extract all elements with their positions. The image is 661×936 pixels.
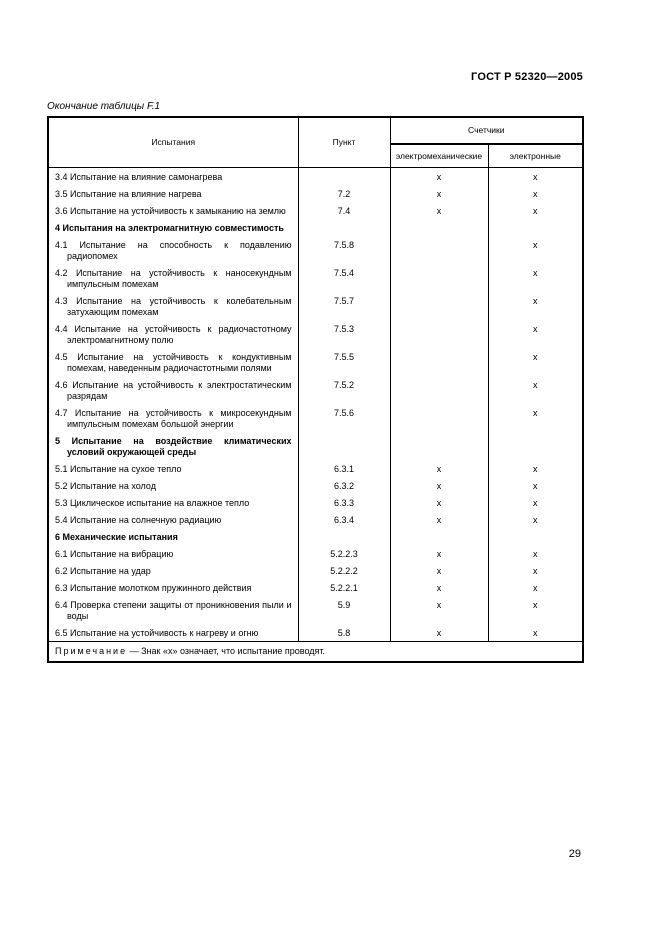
test-name: 4.3 Испытание на устойчивость к колебательным затухающим помехам bbox=[55, 296, 292, 317]
clause-cell: 7.5.8 bbox=[298, 236, 390, 264]
test-name-cell bbox=[48, 292, 298, 320]
test-name: 6.3 Испытание молотком пружинного действия bbox=[55, 583, 252, 593]
test-name-cell bbox=[48, 219, 298, 236]
table-row bbox=[48, 202, 583, 219]
test-name-cell bbox=[48, 168, 298, 186]
header-meters: Счетчики bbox=[390, 117, 583, 144]
header-electromechanical: электромеханические bbox=[390, 144, 488, 168]
table-row bbox=[48, 624, 583, 642]
electronic-cell: х bbox=[488, 562, 583, 579]
table-row bbox=[48, 562, 583, 579]
electronic-cell: х bbox=[488, 202, 583, 219]
electronic-cell: х bbox=[488, 168, 583, 186]
table-row bbox=[48, 579, 583, 596]
test-name-cell bbox=[48, 264, 298, 292]
header-clause: Пункт bbox=[298, 117, 390, 168]
table-row bbox=[48, 264, 583, 292]
table-body bbox=[48, 168, 583, 642]
electromechanical-cell bbox=[390, 528, 488, 545]
clause-cell: 7.5.2 bbox=[298, 376, 390, 404]
header-tests: Испытания bbox=[48, 117, 298, 168]
electromechanical-cell bbox=[390, 292, 488, 320]
test-name: 6.5 Испытание на устойчивость к нагреву и огню bbox=[55, 628, 259, 638]
electronic-cell: х bbox=[488, 460, 583, 477]
clause-cell: 7.5.5 bbox=[298, 348, 390, 376]
table-section-row bbox=[48, 432, 583, 460]
table-row bbox=[48, 348, 583, 376]
test-name: 3.5 Испытание на влияние нагрева bbox=[55, 189, 202, 199]
test-name: 5.4 Испытание на солнечную радиацию bbox=[55, 515, 222, 525]
electromechanical-cell bbox=[390, 348, 488, 376]
clause-cell: 7.5.6 bbox=[298, 404, 390, 432]
test-name: 4.7 Испытание на устойчивость к микросекундным импульсным помехам большой энергии bbox=[55, 408, 292, 429]
test-name-cell bbox=[48, 202, 298, 219]
table-row bbox=[48, 477, 583, 494]
electromechanical-cell: х bbox=[390, 511, 488, 528]
electronic-cell bbox=[488, 528, 583, 545]
test-name: 4.1 Испытание на способность к подавлению радиопомех bbox=[55, 240, 292, 261]
test-name-cell bbox=[48, 348, 298, 376]
test-name: 5.1 Испытание на сухое тепло bbox=[55, 464, 182, 474]
test-name-cell bbox=[48, 596, 298, 624]
test-name-cell bbox=[48, 545, 298, 562]
electronic-cell: х bbox=[488, 292, 583, 320]
test-name-cell bbox=[48, 236, 298, 264]
clause-cell: 7.2 bbox=[298, 185, 390, 202]
test-name-cell bbox=[48, 494, 298, 511]
table-section-row bbox=[48, 219, 583, 236]
document-code: ГОСТ Р 52320—2005 bbox=[471, 71, 583, 83]
electromechanical-cell bbox=[390, 264, 488, 292]
clause-cell: 7.5.4 bbox=[298, 264, 390, 292]
electronic-cell bbox=[488, 219, 583, 236]
electronic-cell: х bbox=[488, 264, 583, 292]
test-name: 4.5 Испытание на устойчивость к кондуктивным помехам, наведенным радиочастотными полями bbox=[55, 352, 292, 373]
test-name-cell bbox=[48, 528, 298, 545]
table-row bbox=[48, 376, 583, 404]
test-name-cell bbox=[48, 511, 298, 528]
clause-cell: 7.5.3 bbox=[298, 320, 390, 348]
electromechanical-cell: х bbox=[390, 579, 488, 596]
clause-cell: 6.3.1 bbox=[298, 460, 390, 477]
electronic-cell: х bbox=[488, 404, 583, 432]
electronic-cell: х bbox=[488, 320, 583, 348]
test-name-cell bbox=[48, 562, 298, 579]
electronic-cell: х bbox=[488, 348, 583, 376]
clause-cell bbox=[298, 168, 390, 186]
test-name: 5.3 Циклическое испытание на влажное тепло bbox=[55, 498, 250, 508]
table-row bbox=[48, 460, 583, 477]
table-row bbox=[48, 494, 583, 511]
test-name-cell bbox=[48, 624, 298, 642]
clause-cell: 5.8 bbox=[298, 624, 390, 642]
clause-cell: 6.3.4 bbox=[298, 511, 390, 528]
table-row bbox=[48, 596, 583, 624]
table-note bbox=[48, 642, 583, 663]
table-row bbox=[48, 511, 583, 528]
note-label: Примечание bbox=[55, 646, 128, 656]
test-name: 6 Механические испытания bbox=[55, 532, 178, 542]
test-name-cell bbox=[48, 404, 298, 432]
test-name-cell bbox=[48, 579, 298, 596]
electronic-cell: х bbox=[488, 545, 583, 562]
electromechanical-cell: х bbox=[390, 562, 488, 579]
table-section-row bbox=[48, 528, 583, 545]
clause-cell: 6.3.2 bbox=[298, 477, 390, 494]
electronic-cell: х bbox=[488, 624, 583, 642]
electromechanical-cell: х bbox=[390, 168, 488, 186]
test-name-cell bbox=[48, 185, 298, 202]
electronic-cell: х bbox=[488, 596, 583, 624]
table-row bbox=[48, 236, 583, 264]
electromechanical-cell: х bbox=[390, 202, 488, 219]
test-name: 3.6 Испытание на устойчивость к замыканию на землю bbox=[55, 206, 286, 216]
electromechanical-cell: х bbox=[390, 596, 488, 624]
electromechanical-cell: х bbox=[390, 494, 488, 511]
clause-cell: 5.2.2.3 bbox=[298, 545, 390, 562]
note-text: — Знак «х» означает, что испытание проводят. bbox=[127, 646, 326, 656]
electromechanical-cell bbox=[390, 320, 488, 348]
electronic-cell: х bbox=[488, 236, 583, 264]
test-name: 4.6 Испытание на устойчивость к электростатическим разрядам bbox=[55, 380, 292, 401]
electromechanical-cell: х bbox=[390, 624, 488, 642]
test-name: 5 Испытание на воздействие климатических условий окружающей среды bbox=[55, 436, 292, 457]
test-name-cell bbox=[48, 376, 298, 404]
electromechanical-cell bbox=[390, 376, 488, 404]
page-number: 29 bbox=[568, 848, 581, 860]
electronic-cell: х bbox=[488, 477, 583, 494]
table-caption: Окончание таблицы F.1 bbox=[47, 101, 161, 112]
electronic-cell: х bbox=[488, 376, 583, 404]
electromechanical-cell: х bbox=[390, 477, 488, 494]
electronic-cell: х bbox=[488, 185, 583, 202]
test-name-cell bbox=[48, 460, 298, 477]
electromechanical-cell: х bbox=[390, 545, 488, 562]
clause-cell: 5.2.2.1 bbox=[298, 579, 390, 596]
table-row bbox=[48, 185, 583, 202]
test-name: 4 Испытания на электромагнитную совместимость bbox=[55, 223, 284, 233]
electromechanical-cell bbox=[390, 219, 488, 236]
clause-cell: 5.2.2.2 bbox=[298, 562, 390, 579]
electromechanical-cell: х bbox=[390, 460, 488, 477]
clause-cell bbox=[298, 528, 390, 545]
clause-cell bbox=[298, 219, 390, 236]
test-name: 4.2 Испытание на устойчивость к наносекундным импульсным помехам bbox=[55, 268, 292, 289]
test-name-cell bbox=[48, 432, 298, 460]
electromechanical-cell bbox=[390, 236, 488, 264]
test-name: 6.4 Проверка степени защиты от проникновения пыли и воды bbox=[55, 600, 292, 621]
electronic-cell: х bbox=[488, 579, 583, 596]
electromechanical-cell: х bbox=[390, 185, 488, 202]
table-row bbox=[48, 320, 583, 348]
clause-cell bbox=[298, 432, 390, 460]
electronic-cell: х bbox=[488, 511, 583, 528]
clause-cell: 7.5.7 bbox=[298, 292, 390, 320]
header-electronic: электронные bbox=[488, 144, 583, 168]
test-name: 6.1 Испытание на вибрацию bbox=[55, 549, 174, 559]
table-row bbox=[48, 168, 583, 186]
test-name: 4.4 Испытание на устойчивость к радиочастотному электромагнитному полю bbox=[55, 324, 292, 345]
table-row bbox=[48, 545, 583, 562]
electronic-cell: х bbox=[488, 494, 583, 511]
clause-cell: 7.4 bbox=[298, 202, 390, 219]
electromechanical-cell bbox=[390, 404, 488, 432]
test-name-cell bbox=[48, 320, 298, 348]
clause-cell: 6.3.3 bbox=[298, 494, 390, 511]
clause-cell: 5.9 bbox=[298, 596, 390, 624]
test-name: 5.2 Испытание на холод bbox=[55, 481, 156, 491]
electronic-cell bbox=[488, 432, 583, 460]
tests-table bbox=[47, 116, 584, 663]
table-row bbox=[48, 292, 583, 320]
test-name-cell bbox=[48, 477, 298, 494]
test-name: 3.4 Испытание на влияние самонагрева bbox=[55, 172, 223, 182]
table-row bbox=[48, 404, 583, 432]
electromechanical-cell bbox=[390, 432, 488, 460]
test-name: 6.2 Испытание на удар bbox=[55, 566, 151, 576]
